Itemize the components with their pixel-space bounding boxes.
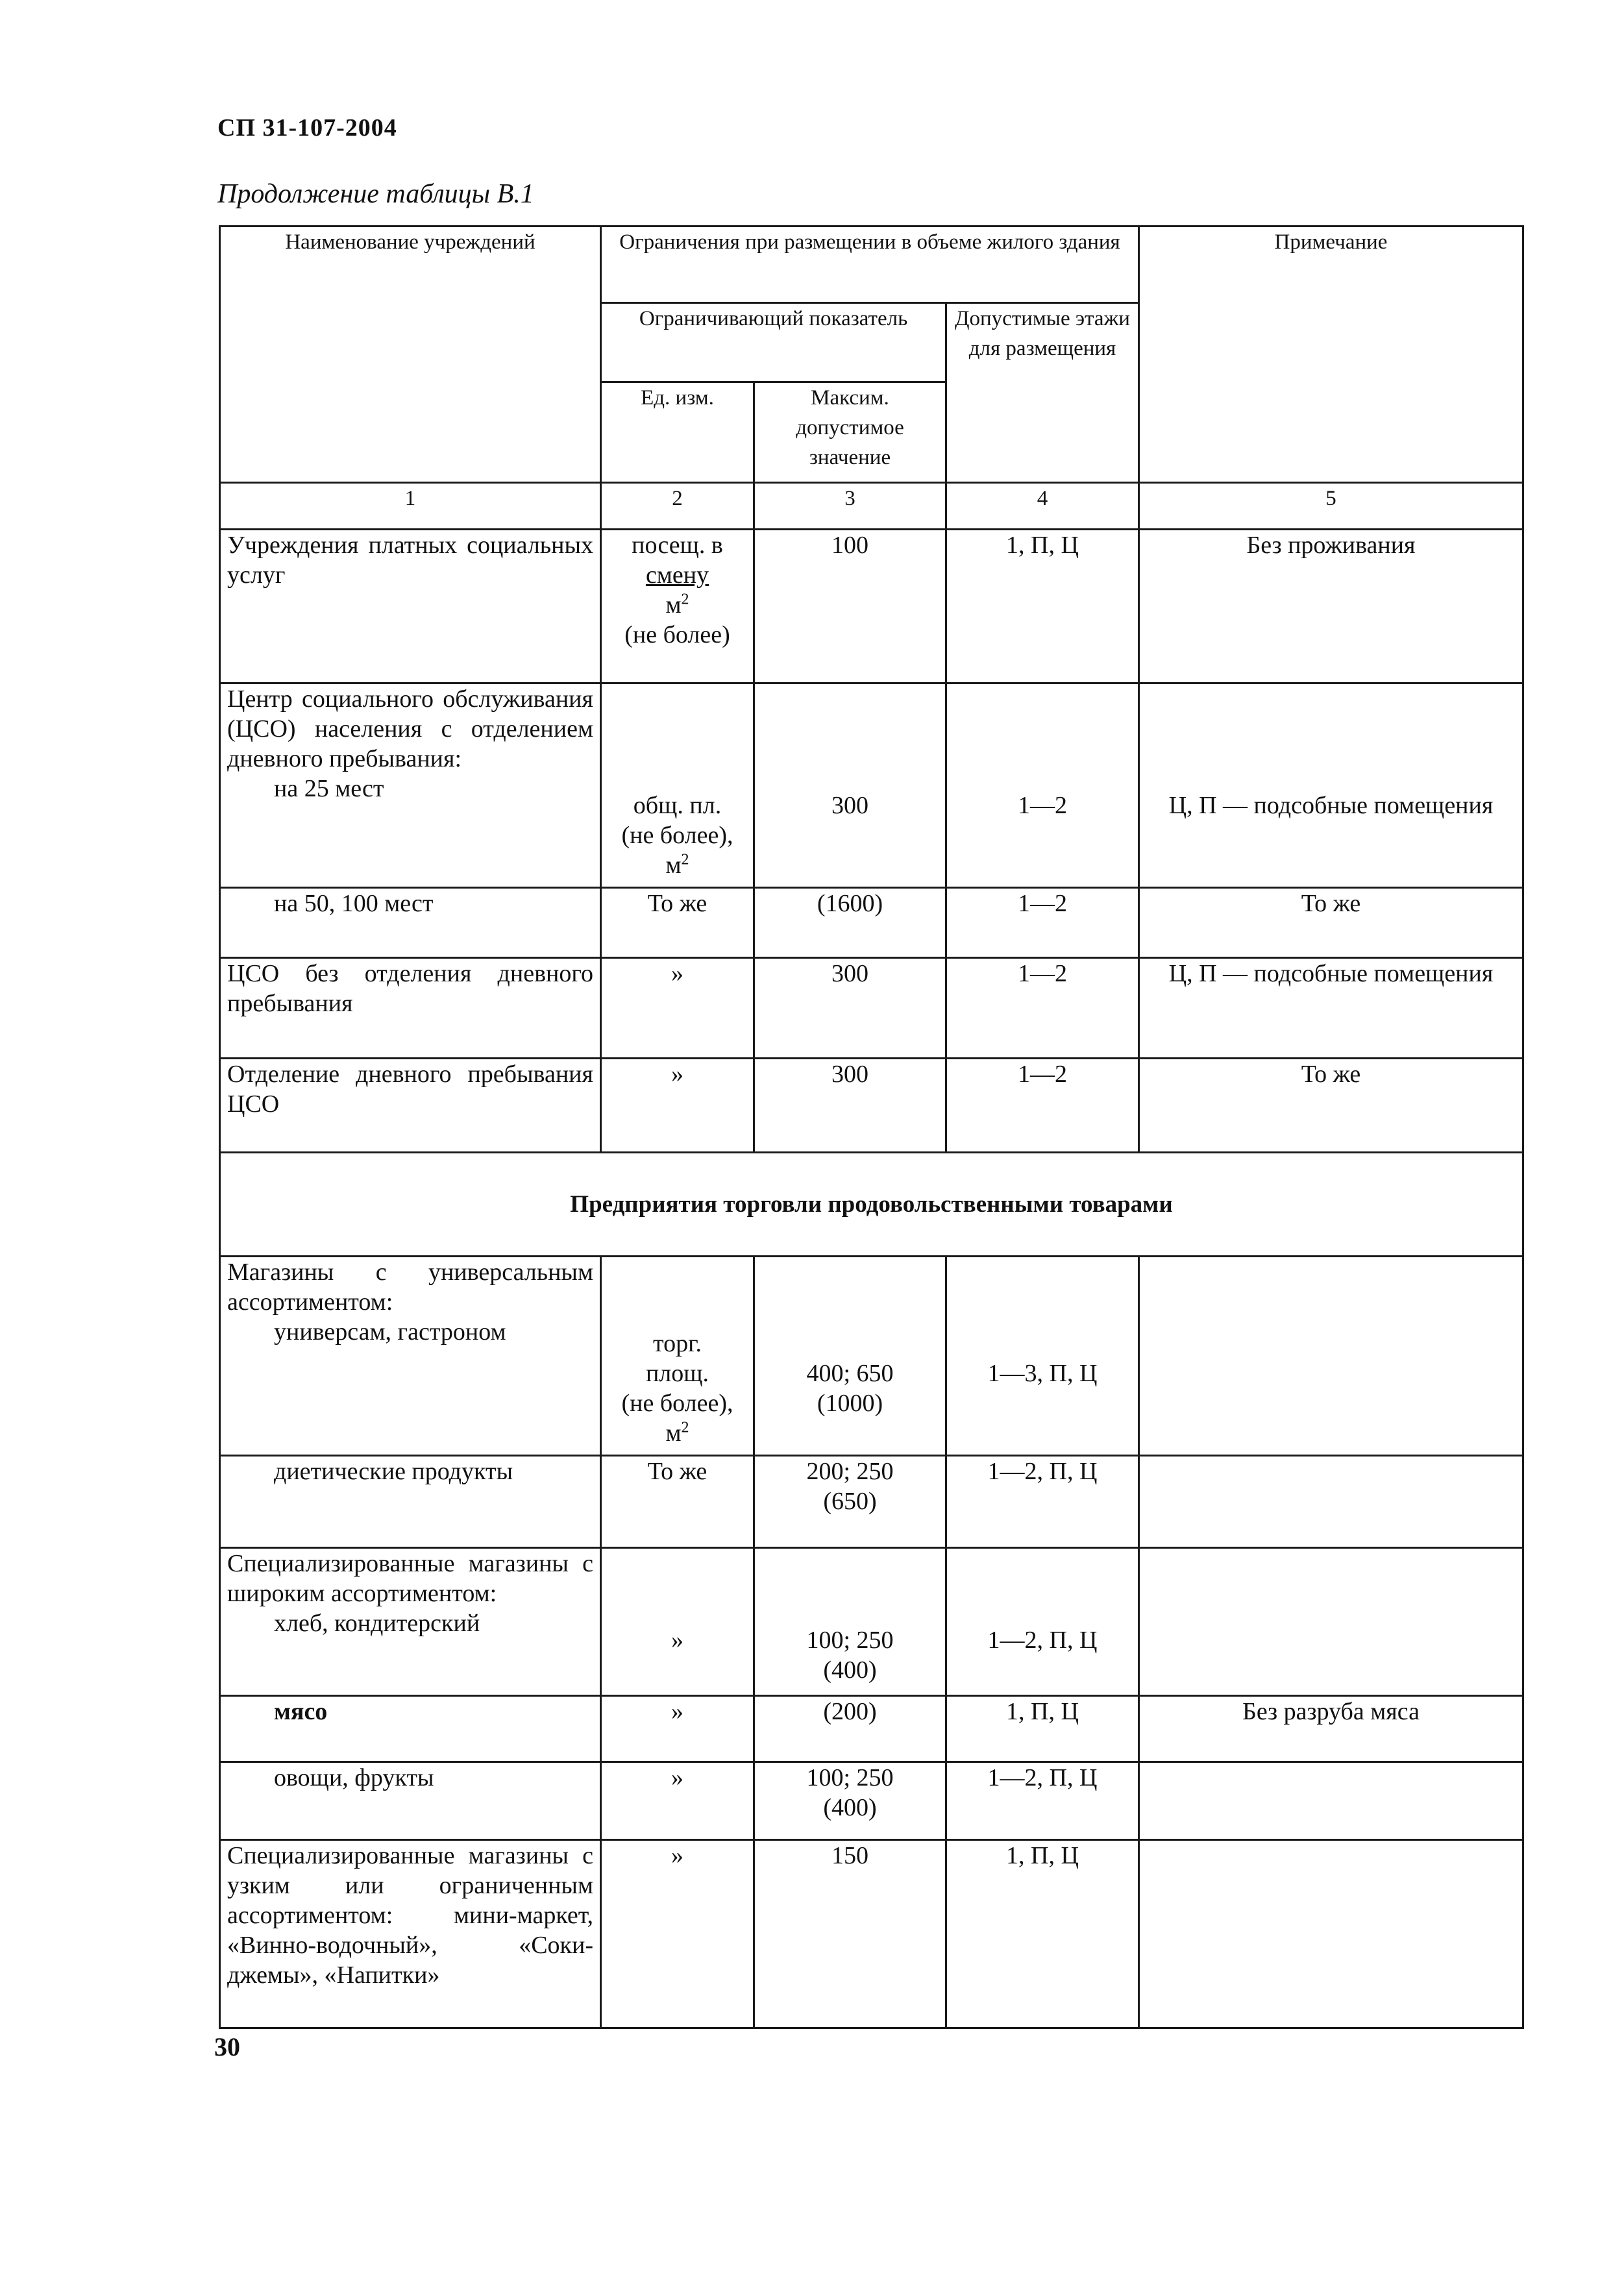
row-name: Магазины с универсальным ассортиментом: универсам, гастроном xyxy=(220,1257,601,1456)
row-value: 400; 650 (1000) xyxy=(754,1257,946,1456)
row-note xyxy=(1139,1456,1523,1548)
table-row xyxy=(220,1257,1523,1456)
table-row xyxy=(220,888,1523,958)
header-unit: Ед. изм. xyxy=(601,382,754,483)
row-unit: » xyxy=(601,1548,754,1696)
section-row xyxy=(220,1153,1523,1257)
row-floors: 1, П, Ц xyxy=(946,1696,1139,1762)
table-caption: Продолжение таблицы В.1 xyxy=(217,179,534,209)
header-limiting: Ограничивающий показатель xyxy=(601,303,946,382)
row-floors: 1—2, П, Ц xyxy=(946,1762,1139,1840)
row-name: на 50, 100 мест xyxy=(220,888,601,958)
header-restrictions: Ограничения при размещении в объеме жилого здания xyxy=(601,227,1139,303)
row-unit: » xyxy=(601,1059,754,1153)
row-floors: 1—2 xyxy=(946,683,1139,888)
header-row xyxy=(220,227,1523,303)
column-number: 3 xyxy=(754,483,946,530)
row-note xyxy=(1139,1840,1523,2028)
row-floors: 1—2, П, Ц xyxy=(946,1548,1139,1696)
row-value: 100; 250 (400) xyxy=(754,1548,946,1696)
row-unit: » xyxy=(601,1696,754,1762)
header-floors: Допустимые этажи для размещения xyxy=(946,303,1139,483)
row-unit: » xyxy=(601,1840,754,2028)
row-note xyxy=(1139,1762,1523,1840)
row-name: Специализированные магазины с узким или ограниченным ассортиментом: мини-маркет, «Винно-водочный», «Соки-джемы», «Напитки» xyxy=(220,1840,601,2028)
row-unit: » xyxy=(601,1762,754,1840)
row-floors: 1—2, П, Ц xyxy=(946,1456,1139,1548)
row-floors: 1—2 xyxy=(946,958,1139,1059)
row-name: Учреждения платных социальных услуг xyxy=(220,530,601,683)
row-name: диетические продукты xyxy=(220,1456,601,1548)
table-row xyxy=(220,683,1523,888)
row-value: 300 xyxy=(754,1059,946,1153)
row-note: То же xyxy=(1139,888,1523,958)
row-name: Отделение дневного пребывания ЦСО xyxy=(220,1059,601,1153)
header-name: Наименование учреждений xyxy=(220,227,601,483)
row-note xyxy=(1139,1257,1523,1456)
table-row xyxy=(220,958,1523,1059)
row-unit: То же xyxy=(601,1456,754,1548)
row-value: 300 xyxy=(754,958,946,1059)
table-row xyxy=(220,1059,1523,1153)
row-floors: 1—2 xyxy=(946,888,1139,958)
table-row xyxy=(220,1840,1523,2028)
row-unit: посещ. в смену $м^2$ (не более) xyxy=(601,530,754,683)
row-note: Без разруба мяса xyxy=(1139,1696,1523,1762)
row-note: То же xyxy=(1139,1059,1523,1153)
row-name: ЦСО без отделения дневного пребывания xyxy=(220,958,601,1059)
table-row xyxy=(220,1548,1523,1696)
row-unit: То же xyxy=(601,888,754,958)
row-unit: » xyxy=(601,958,754,1059)
row-value: 200; 250 (650) xyxy=(754,1456,946,1548)
row-value: (1600) xyxy=(754,888,946,958)
section-title: Предприятия торговли продовольственными товарами xyxy=(220,1153,1523,1257)
row-note: Ц, П — подсобные помещения xyxy=(1139,683,1523,888)
row-value: 300 xyxy=(754,683,946,888)
column-number: 2 xyxy=(601,483,754,530)
row-unit: общ. пл. (не более), $м^2$ xyxy=(601,683,754,888)
column-number: 5 xyxy=(1139,483,1523,530)
norms-table xyxy=(219,225,1524,2029)
row-floors: 1, П, Ц xyxy=(946,1840,1139,2028)
column-numbers-row xyxy=(220,483,1523,530)
row-name: Специализированные магазины с широким ассортиментом: хлеб, кондитерский xyxy=(220,1548,601,1696)
row-note: Без проживания xyxy=(1139,530,1523,683)
row-value: 100 xyxy=(754,530,946,683)
row-name: овощи, фрукты xyxy=(220,1762,601,1840)
table-row xyxy=(220,530,1523,683)
header-max: Максим. допустимое значение xyxy=(754,382,946,483)
row-name: мясо xyxy=(220,1696,601,1762)
table-row xyxy=(220,1762,1523,1840)
row-unit: торг. площ. (не более), $м^2$ xyxy=(601,1257,754,1456)
row-note: Ц, П — подсобные помещения xyxy=(1139,958,1523,1059)
column-number: 1 xyxy=(220,483,601,530)
row-note xyxy=(1139,1548,1523,1696)
document-code: СП 31-107-2004 xyxy=(217,114,397,141)
row-value: (200) xyxy=(754,1696,946,1762)
row-floors: 1—2 xyxy=(946,1059,1139,1153)
table-row xyxy=(220,1456,1523,1548)
row-name: Центр социального обслуживания (ЦСО) населения с отделением дневного пребывания: на 25 мест xyxy=(220,683,601,888)
row-value: 100; 250 (400) xyxy=(754,1762,946,1840)
row-value: 150 xyxy=(754,1840,946,2028)
column-number: 4 xyxy=(946,483,1139,530)
row-floors: 1—3, П, Ц xyxy=(946,1257,1139,1456)
header-note: Примечание xyxy=(1139,227,1523,483)
row-floors: 1, П, Ц xyxy=(946,530,1139,683)
table-row xyxy=(220,1696,1523,1762)
page-number: 30 xyxy=(214,2032,240,2061)
